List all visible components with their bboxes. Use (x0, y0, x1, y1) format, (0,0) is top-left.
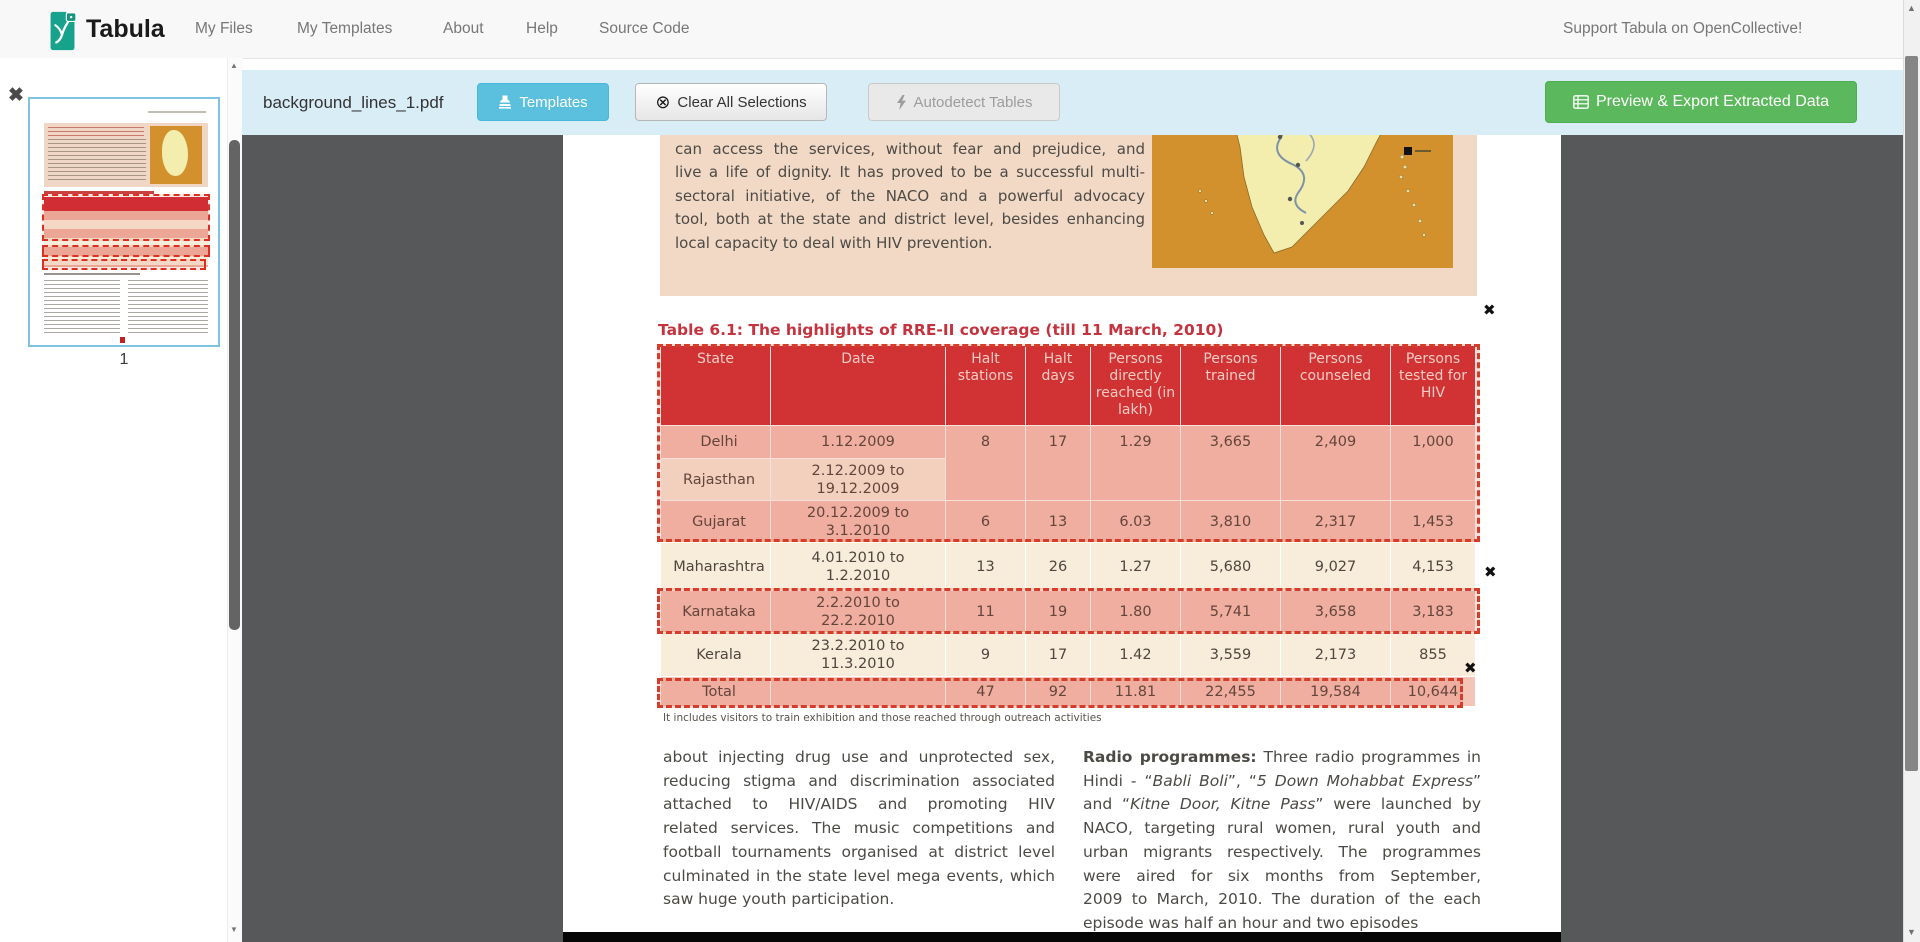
cell: 20.12.2009 to 3.1.2010 (771, 501, 946, 543)
cell: 1,000 (1391, 426, 1476, 501)
text-line: about injecting drug use and unprotected sex, (663, 748, 1055, 766)
nav-help[interactable]: Help (526, 20, 558, 37)
sidebar-scroll-down-icon[interactable]: ▼ (230, 925, 238, 934)
selection-box-3[interactable] (657, 678, 1463, 708)
left-text-column (663, 746, 1055, 912)
cell: 22,455 (1181, 677, 1281, 707)
cell: 92 (1026, 677, 1091, 707)
cell: 10,644 (1391, 677, 1476, 707)
window-scrollbar-thumb[interactable] (1905, 56, 1918, 771)
programme-name: Babli Boli (1152, 771, 1228, 790)
pdf-viewer (242, 135, 1903, 942)
thumb-map-land (162, 130, 188, 176)
selection-3-close-icon[interactable]: ✖ (1464, 659, 1477, 677)
table-row (661, 633, 1476, 677)
text-line: tool, both at the state and district level, besides enhancing (675, 210, 1145, 229)
tabula-logo-icon (47, 8, 79, 52)
selection-box-1[interactable] (657, 344, 1480, 542)
text-line: were aired for six months from September, (1083, 866, 1481, 885)
thumb-page-logo (120, 337, 125, 343)
cell: 2,317 (1281, 501, 1391, 543)
page-thumbnail[interactable] (28, 97, 220, 347)
intro-text-block (660, 135, 1477, 296)
table-footnote: It includes visitors to train exhibition and those reached through outreach activities (663, 712, 1102, 724)
cell: 19 (1026, 591, 1091, 633)
nav-about[interactable]: About (443, 20, 484, 37)
cell: 9,027 (1281, 543, 1391, 591)
cell: 1.29 (1091, 426, 1181, 501)
cell: 5,741 (1181, 591, 1281, 633)
text-line: live a life of dignity. It has proved to be a successful multi- (675, 163, 1145, 182)
cell: 3,183 (1391, 591, 1476, 633)
cell: 2,409 (1281, 426, 1391, 501)
programme-name: Kitne Door, Kitne Pass (1130, 795, 1316, 814)
nav-my-templates[interactable]: My Templates (297, 20, 393, 37)
text-line (1083, 770, 1481, 794)
cell: 4.01.2010 to 1.2.2010 (771, 543, 946, 591)
templates-button[interactable] (477, 83, 609, 121)
text-segment: ” were launched by (1315, 795, 1482, 814)
col-header: Date (771, 346, 946, 426)
col-header: Persons trained (1181, 346, 1281, 426)
thumb-red-text-lines (48, 127, 144, 137)
text-line: football tournaments organised at district level (663, 842, 1055, 861)
text-segment: Hindi - “ (1083, 771, 1153, 790)
table-title: Table 6.1: The highlights of RRE-II coverage (till 11 March, 2010) (658, 321, 1224, 339)
right-text-column (1083, 746, 1481, 932)
thumb-left-column (44, 280, 120, 336)
cell: 17 (1026, 633, 1091, 677)
open-file-name: background_lines_1.pdf (263, 93, 444, 112)
thumbnail-sidebar (0, 58, 227, 942)
text-segment: ” (1472, 771, 1482, 790)
india-map-image (1152, 135, 1453, 268)
text-line: episode was half an hour and two episodes (1083, 913, 1419, 932)
preview-export-button[interactable] (1545, 81, 1857, 123)
text-line: attached to HIV/AIDS and promoting HIV (663, 795, 1055, 814)
cell: 1.80 (1091, 591, 1181, 633)
col-header: Persons directly reached (in lakh) (1091, 346, 1181, 426)
cell: Kerala (661, 633, 771, 677)
col-header: Halt days (1026, 346, 1091, 426)
cell: 13 (1026, 501, 1091, 543)
cell: 23.2.2010 to 11.3.2010 (771, 633, 946, 677)
intro-paragraph (675, 138, 1145, 255)
nav-my-files[interactable]: My Files (195, 20, 253, 37)
autodetect-tables-button[interactable] (868, 83, 1060, 121)
thumb-text-lines (48, 139, 146, 183)
text-line: local capacity to deal with HIV prevention. (675, 233, 993, 252)
text-segment: Three radio programmes in (1256, 748, 1481, 766)
thumb-selection-2[interactable] (42, 245, 210, 257)
cell: Gujarat (661, 501, 771, 543)
text-line: urban migrants respectively. The programmes (1083, 842, 1481, 861)
col-header: Halt stations (946, 346, 1026, 426)
cell: 11 (946, 591, 1026, 633)
cell: Maharashtra (661, 543, 771, 591)
cell: 3,658 (1281, 591, 1391, 633)
page-bottom-gap (563, 932, 1561, 942)
text-line: saw huge youth participation. (663, 890, 895, 909)
cell: 855 (1391, 633, 1476, 677)
thumb-map (150, 126, 202, 184)
thumb-selection-3[interactable] (42, 259, 206, 270)
cell: 11.81 (1091, 677, 1181, 707)
text-line: can access the services, without fear and prejudice, and (675, 140, 1145, 158)
cell: 13 (946, 543, 1026, 591)
templates-button-label: Templates (519, 93, 588, 111)
stamp-icon (498, 95, 512, 109)
autodetect-button-label: Autodetect Tables (913, 93, 1033, 111)
text-line: NACO, targeting rural women, rural youth and (1083, 819, 1481, 838)
nav-support-link[interactable]: Support Tabula on OpenCollective! (1563, 20, 1803, 37)
thumb-right-column (128, 280, 208, 336)
col-header: Persons counseled (1281, 346, 1391, 426)
thumb-header-line (148, 111, 206, 113)
toolbar (242, 70, 1903, 135)
cell: 9 (946, 633, 1026, 677)
cell: 2,173 (1281, 633, 1391, 677)
text-line (1083, 793, 1481, 817)
col-header: Persons tested for HIV (1391, 346, 1476, 426)
cell: 5,680 (1181, 543, 1281, 591)
thumbnail-page-number: 1 (119, 351, 129, 368)
col-header: State (661, 346, 771, 426)
text-segment: and “ (1083, 795, 1131, 814)
cell: 19,584 (1281, 677, 1391, 707)
cell: 26 (1026, 543, 1091, 591)
text-line: reducing stigma and discrimination associated (663, 771, 1055, 790)
cell: 2.2.2010 to 22.2.2010 (771, 591, 946, 633)
nav-source-code[interactable]: Source Code (599, 20, 690, 37)
cell: 2.12.2009 to 19.12.2009 (771, 459, 946, 501)
radio-programmes-heading: Radio programmes: (1083, 748, 1257, 766)
table-row (661, 543, 1476, 591)
cell: Rajasthan (661, 459, 771, 501)
lightning-bolt-icon (896, 95, 907, 110)
text-line (1083, 746, 1481, 770)
thumb-pink-block (44, 123, 208, 187)
navbar (0, 0, 1920, 59)
export-button-label: Preview & Export Extracted Data (1596, 93, 1829, 110)
cell: 6.03 (1091, 501, 1181, 543)
cell: 1.42 (1091, 633, 1181, 677)
cell: 3,665 (1181, 426, 1281, 501)
sidebar-scroll-up-icon[interactable]: ▲ (230, 61, 238, 70)
cell: 8 (946, 426, 1026, 501)
programme-name: 5 Down Mohabbat Express (1256, 771, 1473, 790)
sidebar-scrollbar-thumb[interactable] (229, 140, 240, 630)
selection-2-close-icon[interactable]: ✖ (1484, 563, 1497, 581)
cell: 1.12.2009 (771, 426, 946, 459)
cell: 1.27 (1091, 543, 1181, 591)
text-line: sectoral initiative, of the NACO and a powerful advocacy (675, 186, 1145, 205)
cell: Delhi (661, 426, 771, 459)
selection-1-close-icon[interactable]: ✖ (1483, 301, 1496, 319)
text-line: 2009 to March, 2010. The duration of the each (1083, 890, 1481, 909)
cell: 4,153 (1391, 543, 1476, 591)
selection-box-2[interactable] (657, 588, 1480, 634)
cell: Karnataka (661, 591, 771, 633)
cell: 6 (946, 501, 1026, 543)
table-icon (1573, 95, 1589, 109)
page-delete-icon[interactable]: ✖ (8, 85, 24, 106)
thumb-selection-1[interactable] (42, 194, 210, 241)
cell: 3,559 (1181, 633, 1281, 677)
text-line: related services. The music competitions and (663, 819, 1055, 838)
window-scroll-up-icon[interactable]: ▲ (1907, 3, 1916, 13)
clear-button-label: Clear All Selections (677, 93, 807, 111)
cell: 3,810 (1181, 501, 1281, 543)
circled-x-icon: ⊗ (655, 92, 671, 112)
cell: Total (661, 677, 771, 707)
thumb-footnote-line (44, 273, 140, 275)
clear-all-selections-button[interactable] (635, 83, 827, 121)
cell: 17 (1026, 426, 1091, 501)
cell: 1,453 (1391, 501, 1476, 543)
window-scroll-down-icon[interactable]: ▼ (1907, 927, 1916, 937)
cell: 47 (946, 677, 1026, 707)
text-line: culminated in the state level mega events, which (663, 866, 1055, 885)
brand-title: Tabula (86, 15, 165, 43)
text-segment: ”, “ (1227, 771, 1257, 790)
pdf-page[interactable] (563, 135, 1561, 932)
